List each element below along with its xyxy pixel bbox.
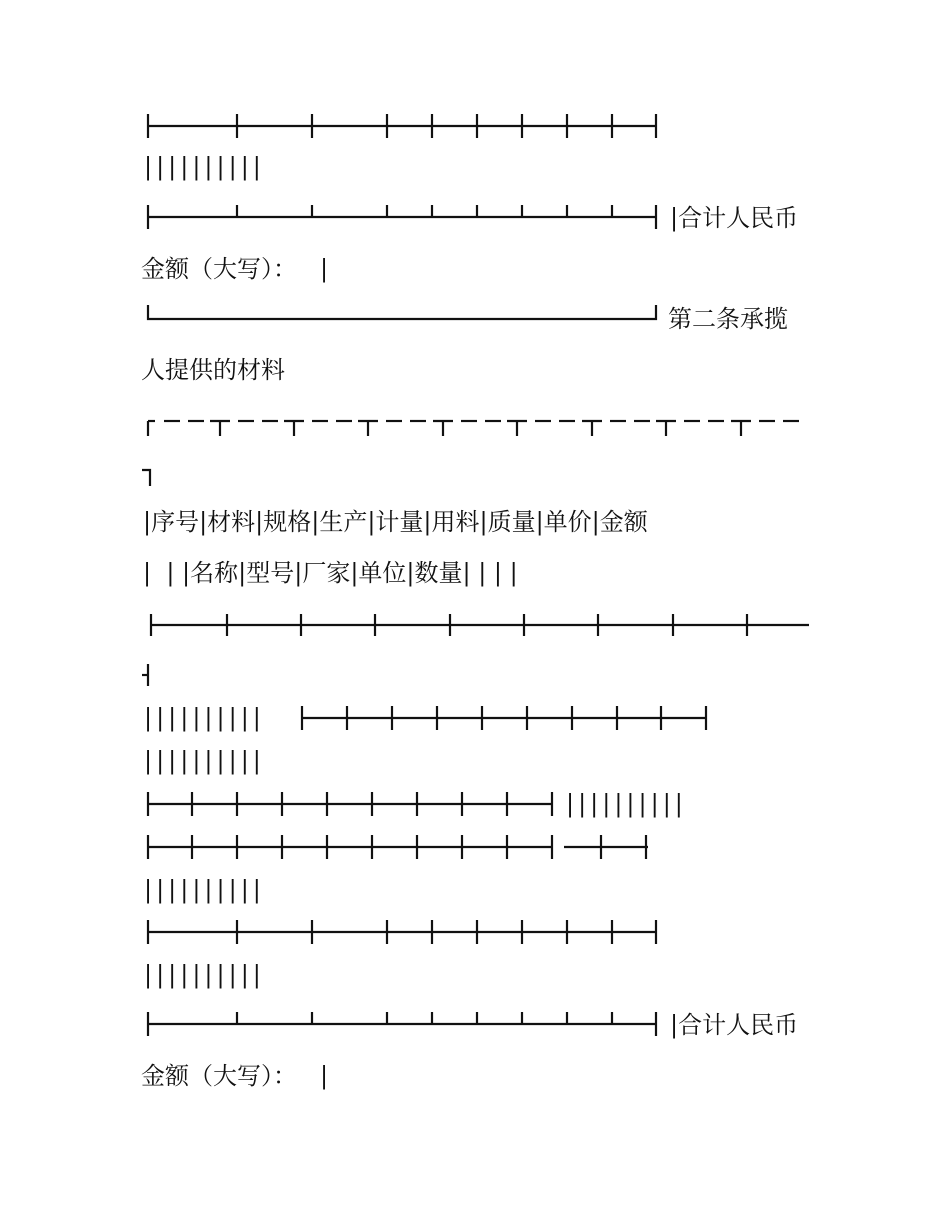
amount-uppercase-label: 金额（大写）： — [141, 1062, 297, 1090]
amount-bar: | — [320, 255, 329, 283]
materials-table-row-rule — [300, 704, 710, 732]
table-rule-middle — [146, 203, 658, 231]
materials-table-bars-row: |||||||||| — [144, 747, 265, 775]
materials-table-header-row-2: | | |名称|型号|厂家|单位|数量| | | | — [143, 559, 518, 587]
materials-table-bars-row: |||||||||| — [144, 704, 265, 732]
materials-table-left-junction — [140, 662, 154, 690]
amount-bar: | — [320, 1062, 329, 1090]
materials-table-top-border — [146, 416, 806, 440]
amount-uppercase-label: 金额（大写）： — [141, 255, 297, 283]
table-rule-bottom — [146, 303, 658, 325]
total-label: |合计人民币 — [670, 204, 799, 232]
materials-table-header-row: |序号|材料|规格|生产|计量|用料|质量|单价|金额 — [143, 508, 648, 536]
article-title: 第二条承揽 — [668, 305, 788, 333]
materials-table-bars-row: |||||||||| — [144, 961, 265, 989]
materials-table-row-rule — [146, 790, 556, 818]
materials-table-top-right-corner — [140, 466, 154, 490]
materials-table-row-rule — [146, 833, 556, 861]
materials-table-bars-row: |||||||||| — [144, 876, 265, 904]
table-rule-top — [146, 112, 658, 140]
materials-table-row-rule-short — [562, 833, 652, 861]
materials-table-header-separator — [149, 612, 813, 640]
table-bars-row: |||||||||| — [144, 153, 265, 181]
materials-table-rule-total — [146, 1010, 658, 1038]
total-label: |合计人民币 — [670, 1011, 799, 1039]
materials-table-rule — [146, 918, 658, 946]
article-title-continued: 人提供的材料 — [141, 356, 285, 384]
materials-table-bars-row: |||||||||| — [566, 790, 687, 818]
